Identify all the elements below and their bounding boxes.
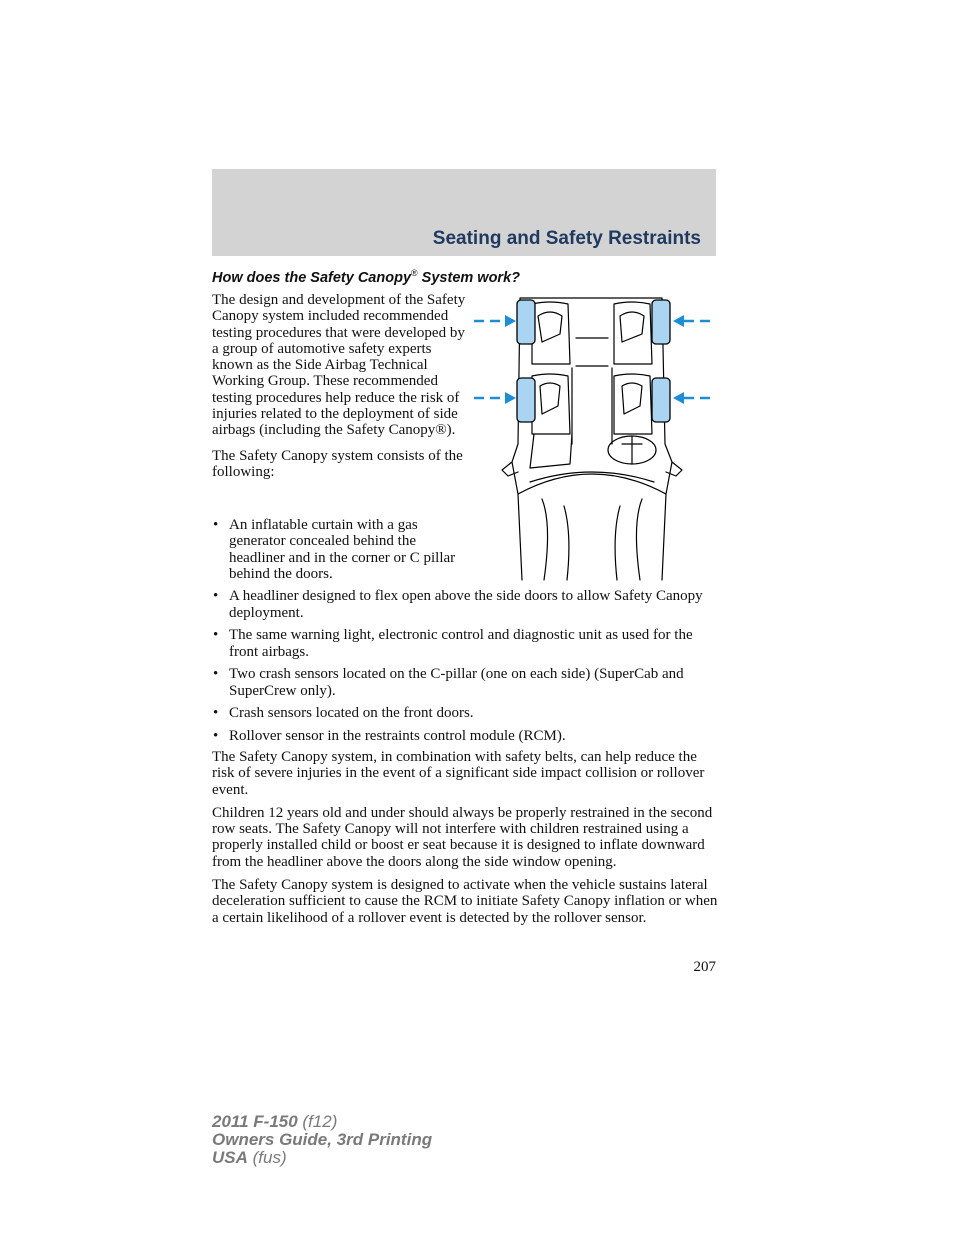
airbag-rear-left xyxy=(517,300,535,344)
header-band xyxy=(212,169,716,256)
bullet-glyph: • xyxy=(213,588,219,605)
subheading-prefix: How does the Safety Canopy xyxy=(212,269,412,286)
airbag-rear-right xyxy=(652,300,670,344)
intro-paragraph: The Safety Canopy system consists of the following: xyxy=(212,447,463,480)
center-console xyxy=(572,338,612,444)
subheading-suffix: System work? xyxy=(417,269,520,286)
list-item xyxy=(212,627,718,660)
body-paragraph: The Safety Canopy system is designed to activate when the vehicle sustains lateral deceleration sufficient to cause the RCM to initiate Safety Canopy inflation or when a certain likelihood of a rollover event is detected by the rollover sensor. xyxy=(212,877,718,926)
front-seat-right xyxy=(614,374,652,434)
bullet-glyph: • xyxy=(213,627,219,644)
subheading xyxy=(212,268,520,286)
airbag-front-left xyxy=(517,378,535,422)
list-item-text: Rollover sensor in the restraints control module (RCM). xyxy=(229,727,566,744)
footer-line: USA (fus) xyxy=(212,1148,287,1167)
list-item xyxy=(212,517,467,582)
component-list xyxy=(212,517,718,750)
list-item xyxy=(212,705,718,721)
bullet-glyph: • xyxy=(213,517,219,533)
list-item-text: Two crash sensors located on the C-pillar (one on each side) (SuperCab and SuperCrew only). xyxy=(229,666,684,699)
footer-line: Owners Guide, 3rd Printing xyxy=(212,1130,433,1149)
bullet-glyph: • xyxy=(213,727,219,744)
list-item-text: The same warning light, electronic control and diagnostic unit as used for the front airbags. xyxy=(229,627,693,660)
intro-text xyxy=(212,292,467,489)
body-paragraph: The Safety Canopy system, in combination with safety belts, can help reduce the risk of severe injuries in the event of a significant side impact collision or rollover event. xyxy=(212,749,705,798)
list-item-text: A headliner designed to flex open above the side doors to allow Safety Canopy deployment. xyxy=(229,588,703,621)
rear-seat-left xyxy=(532,302,570,364)
steering-column xyxy=(622,436,642,464)
front-seat-left xyxy=(530,374,572,468)
airbag-front-right xyxy=(652,378,670,422)
registered-mark: ® xyxy=(411,268,418,278)
rear-seat-right xyxy=(614,302,652,364)
body-paragraph: Children 12 years old and under should always be properly restrained in the second row seats. The Safety Canopy will not interfere with children restrained using a properly installed child or boost er seat because it is designed to inflate downward from the headliner above the doors along the side window opening. xyxy=(212,804,713,870)
list-item xyxy=(212,728,718,744)
list-item-text: An inflatable curtain with a gas generator concealed behind the headliner and in the corner or C pillar behind the doors. xyxy=(229,517,456,582)
side-curtain-airbags xyxy=(517,300,670,422)
section-title: Seating and Safety Restraints xyxy=(432,228,701,249)
bullet-glyph: • xyxy=(213,666,219,683)
footer-edition-info xyxy=(212,1113,432,1167)
side-mirror-left xyxy=(502,462,518,476)
bullet-glyph: • xyxy=(213,705,219,722)
closing-text xyxy=(212,749,718,933)
list-item xyxy=(212,666,718,699)
page-number: 207 xyxy=(693,959,716,975)
footer-line: 2011 F-150 (f12) xyxy=(212,1112,338,1131)
impact-arrows xyxy=(474,315,716,404)
list-item xyxy=(212,588,718,621)
intro-paragraph: The design and development of the Safety Canopy system included recommended testing procedures that were developed by a group of automotive safety experts known as the Side Airbag Technical Working Group. These recommended testing procedures help reduce the risk of injuries related to the deployment of side airbags (including the Safety Canopy®). xyxy=(212,292,466,439)
side-mirror-right xyxy=(666,462,682,476)
list-item-text: Crash sensors located on the front doors. xyxy=(229,705,474,722)
